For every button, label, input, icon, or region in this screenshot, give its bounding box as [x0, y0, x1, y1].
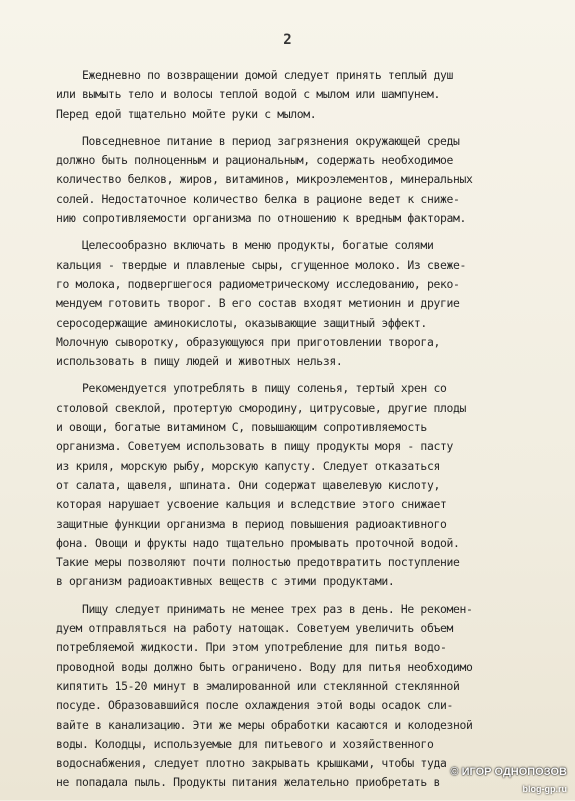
site-watermark: blog-gp.ru	[522, 784, 567, 794]
text-line: кипятить 15-20 минут в эмалированной или стеклянной стеклянной	[56, 678, 460, 693]
text-line: водоснабжения, следует плотно закрывать крышками, чтобы туда	[56, 756, 447, 771]
text-line: Перед едой тщательно мойте руки с мылом.	[56, 106, 317, 121]
text-line: Повседневное питание в период загрязнения окружающей среды	[56, 133, 460, 148]
text-line: в организм радиоактивных веществ с этими продуктами.	[56, 574, 395, 589]
text-line: серосодержащие аминокислоты, оказывающие защитный эффект.	[56, 315, 427, 330]
text-line: Молочную сыворотку, образующуюся при приготовлении творога,	[56, 334, 440, 349]
text-line: кальция - твердые и плавленые сыры, сгущенное молоко. Из свеже-	[56, 257, 466, 272]
text-line: от салата, щавеля, шпината. Они содержат щавелевую кислоту,	[56, 477, 440, 492]
text-line: солей. Недостаточное количество белка в рационе ведет к сниже-	[56, 191, 460, 206]
text-line: не попадала пыль. Продукты питания желательно приобретать в	[56, 775, 440, 790]
paragraph-3	[56, 236, 534, 371]
text-line: которая нарушает усвоение кальция и вследствие этого снижает	[56, 497, 447, 512]
paragraph-1	[56, 66, 534, 124]
text-line: и овощи, богатые витамином С, повышающим сопротивляемость	[56, 420, 427, 435]
text-line: проводной воды должно быть ограничено. Воду для питья необходимо	[56, 659, 473, 674]
text-line: нию сопротивляемости организма по отношению к вредным факторам.	[56, 211, 466, 226]
text-line: потребляемой жидкости. При этом употребление для питья водо-	[56, 640, 447, 655]
text-line: го молока, подвергшегося радиометрическому исследованию, реко-	[56, 276, 460, 291]
text-line: столовой свеклой, протертую смородину, цитрусовые, другие плоды	[56, 400, 466, 415]
paragraph-5	[56, 600, 534, 793]
text-line: Пищу следует принимать не менее трех раз в день. Не рекомен-	[56, 601, 473, 616]
paragraph-2	[56, 132, 534, 228]
text-line: мендуем готовить творог. В его состав входят метионин и другие	[56, 296, 460, 311]
text-line: защитные функции организма в период повышения радиоактивного	[56, 516, 447, 531]
text-line: воды. Колодцы, используемые для питьевого и хозяйственного	[56, 736, 434, 751]
paragraph-4	[56, 379, 534, 591]
text-line: количество белков, жиров, витаминов, микроэлементов, минеральных	[56, 172, 473, 187]
text-line: организма. Советуем использовать в пищу продукты моря - пасту	[56, 439, 453, 454]
text-line: или вымыть тело и волосы теплой водой с мылом или шампунем.	[56, 87, 440, 102]
text-line: использовать в пищу людей и животных нельзя.	[56, 354, 343, 369]
text-line: Целесообразно включать в меню продукты, богатые солями	[56, 238, 434, 253]
page-number: 2	[283, 32, 292, 48]
copyright-watermark: © ИГОР ОДНОПОЗОВ	[450, 766, 567, 778]
text-line: Такие меры позволяют почти полностью предотвратить поступление	[56, 555, 460, 570]
text-line: вайте в канализацию. Эти же меры обработки касаются и колодезной	[56, 717, 473, 732]
text-line: дуем отправляться на работу натощак. Советуем увеличить объем	[56, 621, 453, 636]
text-line: Рекомендуется употреблять в пищу соленья, тертый хрен со	[56, 381, 447, 396]
text-line: посуде. Образовавшийся после охлаждения этой воды осадок сли-	[56, 698, 453, 713]
text-line: фона. Овощи и фрукты надо тщательно промывать проточной водой.	[56, 535, 460, 550]
text-line: Ежедневно по возвращении домой следует принять теплый душ	[56, 68, 453, 82]
text-line: из криля, морскую рыбу, морскую капусту. Следует отказаться	[56, 458, 440, 473]
text-line: должно быть полноценным и рациональным, содержать необходимое	[56, 153, 453, 168]
document-body	[56, 66, 534, 801]
